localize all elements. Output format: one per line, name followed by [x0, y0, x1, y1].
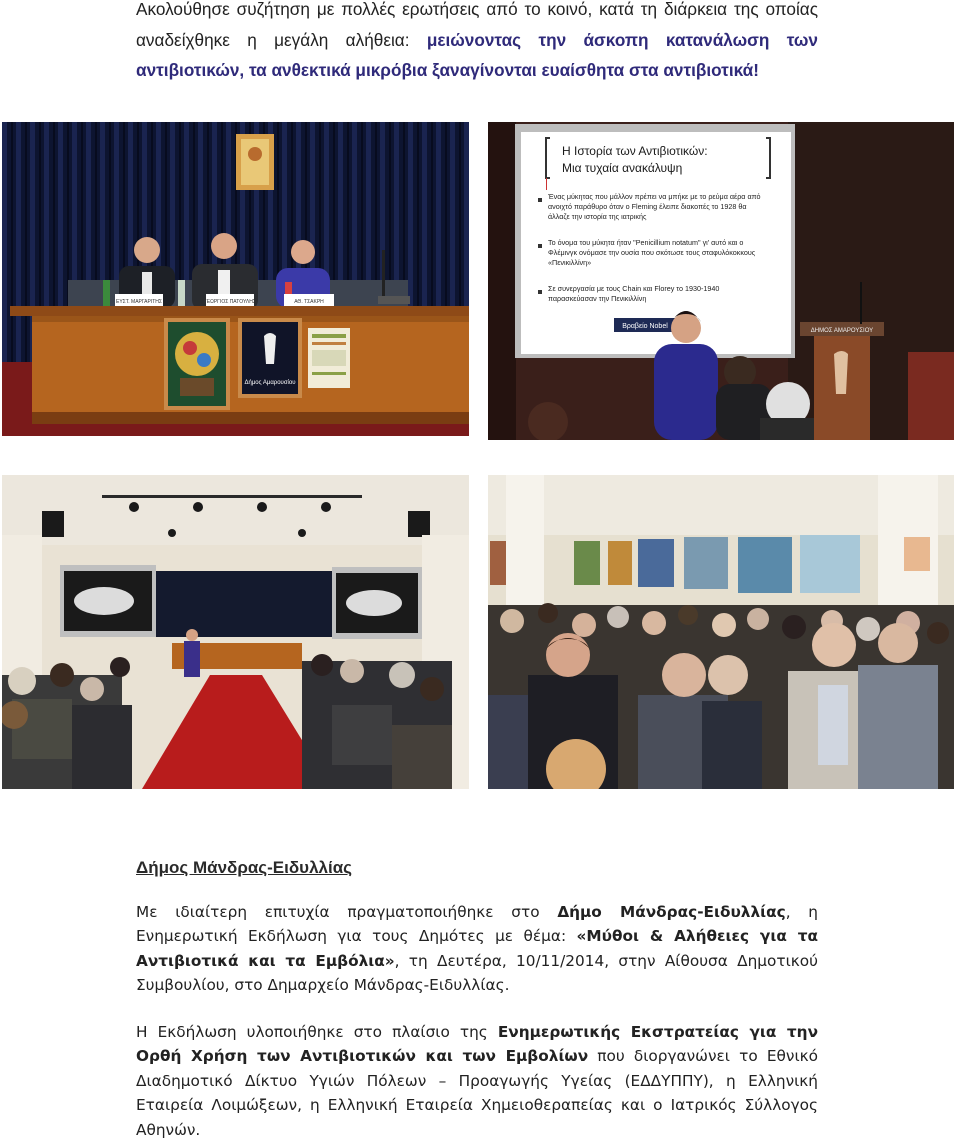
photo-audience-closeup — [488, 475, 954, 789]
slide-bullet-3: Σε συνεργασία με τους Chain και Florey το 1930-1940 παρασκεύασαν την Πενικιλλίνη — [548, 284, 720, 303]
p2-text-a: Η Εκδήλωση υλοποιήθηκε στο πλαίσιο της — [136, 1023, 498, 1041]
slide-bullet-1: Ένας μύκητας που μάλλον πρέπει να μπήκε με το ρεύμα αέρα από ανοιχτό παράθυρο όταν ο Fleming έλειπε διακοπές το 1928 θα άλλαζε την ιστορία της ιατρικής — [548, 192, 761, 221]
poster-candy — [164, 318, 230, 410]
section-heading: Δήμος Μάνδρας-Ειδυλλίας — [136, 858, 352, 877]
right-screen — [332, 567, 422, 639]
slide-bullet-2: Το όνομα του μύκητα ήταν "Penicillium notatum" γι' αυτό και ο Φλέμινγκ ονόμασε την ουσία που σκότωσε τους σταφυλόκοκκους «Πενικιλλίνη» — [548, 238, 756, 267]
section-paragraph-2 — [136, 1020, 818, 1142]
p2-bold-campaign: Ενημερωτικής Εκστρατείας για την Ορθή Χρήση των Αντιβιοτικών και των Εμβολίων — [136, 1023, 818, 1066]
photo-hall-audience — [2, 475, 469, 789]
left-screen — [60, 565, 156, 637]
poster-amarousion — [238, 318, 302, 398]
p1-bold-municipality: Δήμο Μάνδρας-Ειδυλλίας — [557, 903, 786, 921]
intro-paragraph — [136, 0, 818, 86]
photo-projection-slide — [488, 122, 954, 440]
slide-title-line2: Μια τυχαία ανακάλυψη — [562, 161, 683, 175]
slide-title-line1: Η Ιστορία των Αντιβιοτικών: — [562, 144, 708, 158]
nameplate-text-1: ΕΥΣΤ. ΜΑΡΓΑΡΙΤΗΣ — [116, 299, 162, 305]
p1-text-c: , η Ενημερωτική Εκδήλωση για τους Δημότες με θέμα: — [136, 903, 818, 946]
section-paragraph-1 — [136, 900, 818, 998]
poster-flyer — [308, 328, 350, 388]
slide-nobel-label: Βραβείο Nobel — [622, 323, 668, 330]
podium-label: ΔΗΜΟΣ ΑΜΑΡΟΥΣΙΟΥ — [810, 328, 874, 334]
poster-label: Δήμος Αμαρουσίου — [244, 380, 296, 386]
p1-text-e: , τη Δευτέρα, 10/11/2014, στην Αίθουσα Δημοτικού Συμβουλίου, στο Δημαρχείο Μάνδρας-Ειδυλλίας. — [136, 951, 818, 995]
intro-highlight: μειώνοντας την άσκοπη κατανάλωση των αντιβιοτικών, τα ανθεκτικά μικρόβια ξαναγίνονται ευαίσθητα στα αντιβιοτικά! — [136, 29, 818, 80]
p1-text-a: Με ιδιαίτερη επιτυχία πραγματοποιήθηκε στο — [136, 903, 558, 921]
intro-text: Ακολούθησε συζήτηση με πολλές ερωτήσεις από το κοινό, κατά τη διάρκεια της οποίας αναδείχθηκε η μεγάλη αλήθεια: — [136, 0, 818, 50]
p2-text-c: που διοργανώνει το Εθνικό Διαδημοτικό Δίκτυο Υγιών Πόλεων – Προαγωγής Υγείας (ΕΔΔΥΠΠΥ), η Ελληνική Εταιρεία Λοιμώξεων, η Ελληνική Εταιρεία Χημειοθεραπείας και ο Ιατρικός Σύλλογος Αθηνών. — [136, 1047, 819, 1139]
religious-icon — [236, 134, 274, 190]
photo-speaker-panel — [2, 122, 469, 436]
nameplate-text-3: ΑΘ. ΤΣΑΚΡΗ — [294, 299, 324, 305]
p1-bold-topic: «Μύθοι & Αλήθειες για τα Αντιβιοτικά και τα Εμβόλια» — [136, 927, 818, 970]
nameplate-text-2: ΓΕΩΡΓΙΟΣ ΠΑΤΟΥΛΗΣ — [204, 299, 256, 305]
